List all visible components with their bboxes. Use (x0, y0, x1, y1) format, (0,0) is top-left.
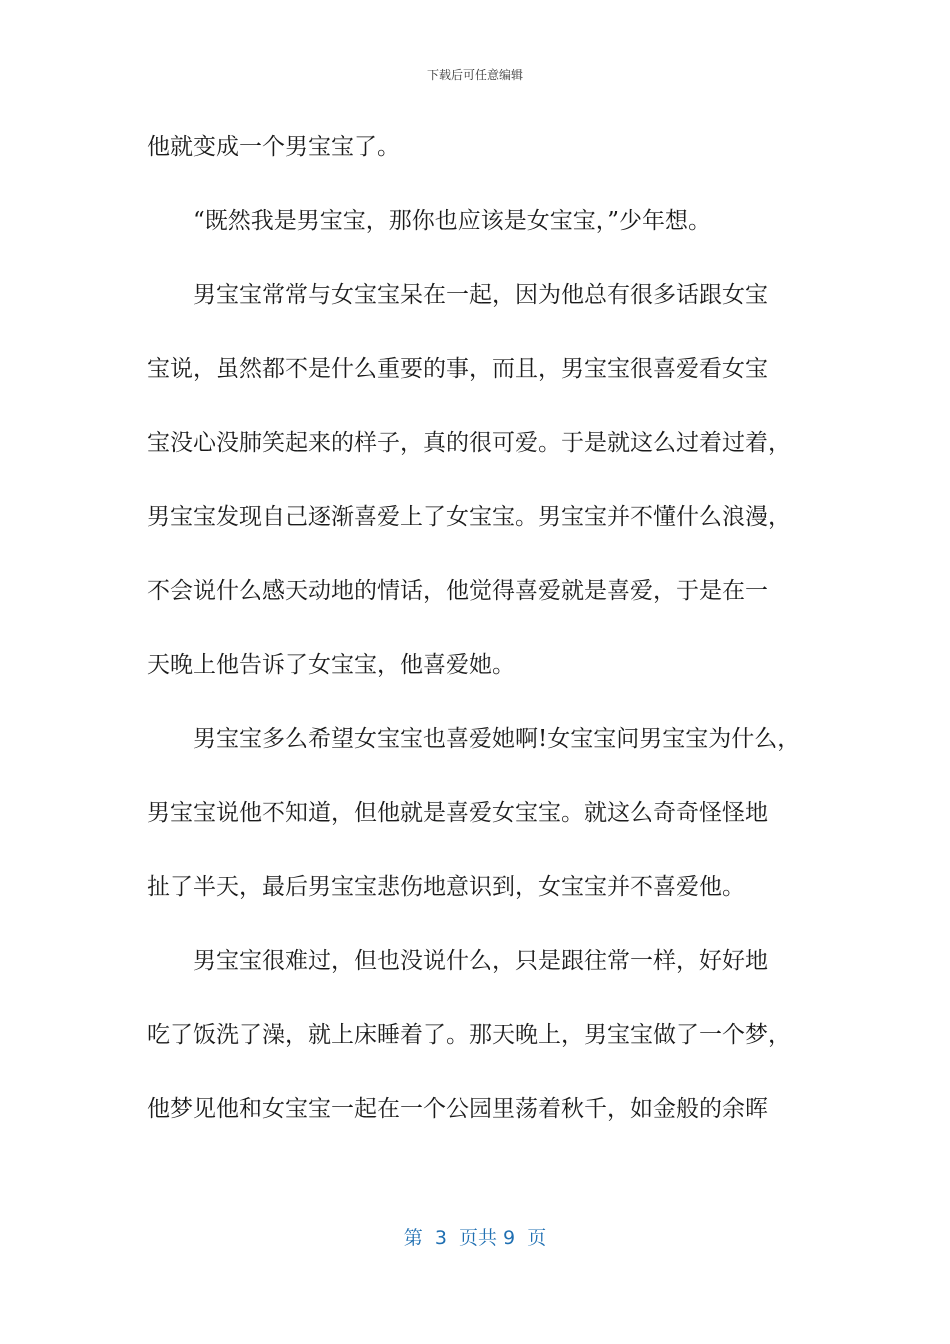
text-line: 男宝宝发现自己逐渐喜爱上了女宝宝。男宝宝并不懂什么浪漫， (147, 504, 791, 530)
text-line: 不会说什么感天动地的情话，他觉得喜爱就是喜爱，于是在一 (147, 578, 768, 604)
text-line: 他梦见他和女宝宝一起在一个公园里荡着秋千，如金般的余晖 (147, 1096, 768, 1122)
text-line: “既然我是男宝宝，那你也应该是女宝宝，”少年想。 (193, 208, 712, 234)
text-line: 吃了饭洗了澡，就上床睡着了。那天晚上，男宝宝做了一个梦， (147, 1022, 791, 1048)
document-body (147, 120, 807, 1156)
text-line: 男宝宝说他不知道，但他就是喜爱女宝宝。就这么奇奇怪怪地 (147, 800, 768, 826)
text-line: 宝说，虽然都不是什么重要的事，而且，男宝宝很喜爱看女宝 (147, 356, 768, 382)
text-line: 宝没心没肺笑起来的样子，真的很可爱。于是就这么过着过着， (147, 430, 791, 456)
text-line: 他就变成一个男宝宝了。 (147, 134, 400, 160)
text-line: 男宝宝多么希望女宝宝也喜爱她啊!女宝宝问男宝宝为什么， (193, 726, 801, 752)
text-line: 天晚上他告诉了女宝宝，他喜爱她。 (147, 652, 515, 678)
page-header: 下载后可任意编辑 (426, 68, 523, 82)
text-line: 扯了半天，最后男宝宝悲伤地意识到，女宝宝并不喜爱他。 (147, 874, 745, 900)
page-footer: 第 3 页共 9 页 (403, 1227, 547, 1249)
text-line: 男宝宝很难过，但也没说什么，只是跟往常一样，好好地 (193, 948, 768, 974)
text-line: 男宝宝常常与女宝宝呆在一起，因为他总有很多话跟女宝 (193, 282, 768, 308)
